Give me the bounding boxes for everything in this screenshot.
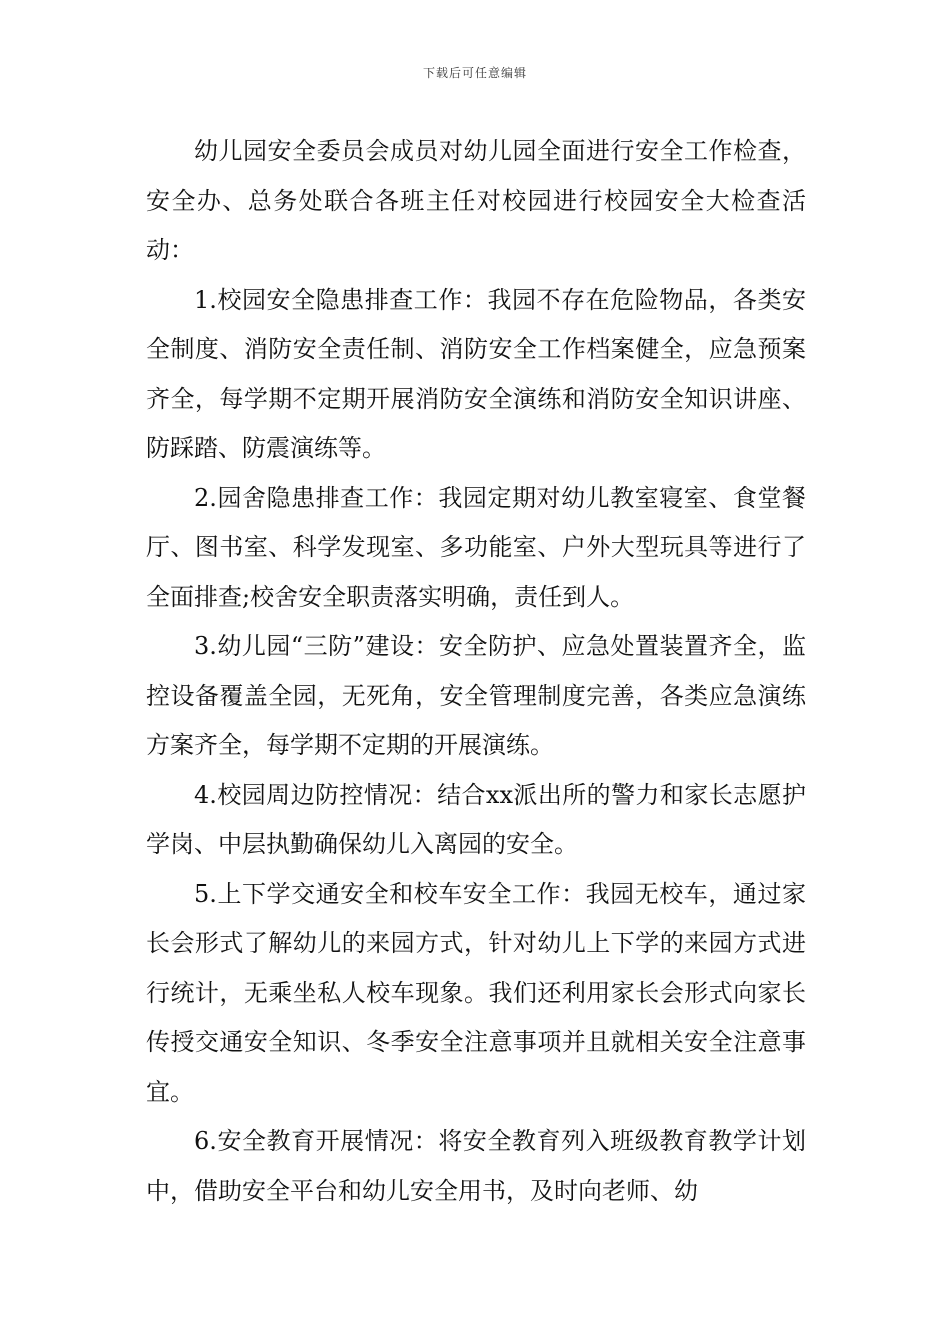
paragraph-item-3: 3.幼儿园“三防”建设：安全防护、应急处置装置齐全，监控设备覆盖全园，无死角，安全管理制度完善，各类应急演练方案齐全，每学期不定期的开展演练。 — [146, 632, 806, 759]
paragraph-item-1: 1.校园安全隐患排查工作：我园不存在危险物品，各类安全制度、消防安全责任制、消防安全工作档案健全，应急预案齐全，每学期不定期开展消防安全演练和消防安全知识讲座、防踩踏、防震演练等。 — [146, 285, 806, 462]
paragraph-item-5: 5.上下学交通安全和校车安全工作：我园无校车，通过家长会形式了解幼儿的来园方式，针对幼儿上下学的来园方式进行统计，无乘坐私人校车现象。我们还利用家长会形式向家长传授交通安全知识、冬季安全注意事项并且就相关安全注意事宜。 — [146, 879, 806, 1106]
header-note: 下载后可任意编辑 — [422, 66, 527, 80]
paragraph-item-6: 6.安全教育开展情况：将安全教育列入班级教育教学计划中，借助安全平台和幼儿安全用书，及时向老师、幼 — [146, 1127, 806, 1205]
paragraph-intro: 幼儿园安全委员会成员对幼儿园全面进行安全工作检查，安全办、总务处联合各班主任对校园进行校园安全大检查活动： — [146, 137, 806, 264]
document-body — [146, 127, 806, 1216]
paragraph-item-4: 4.校园周边防控情况：结合xx派出所的警力和家长志愿护学岗、中层执勤确保幼儿入离园的安全。 — [146, 780, 806, 858]
paragraph-item-2: 2.园舍隐患排查工作：我园定期对幼儿教室寝室、食堂餐厅、图书室、科学发现室、多功能室、户外大型玩具等进行了全面排查;校舍安全职责落实明确，责任到人。 — [146, 483, 806, 611]
